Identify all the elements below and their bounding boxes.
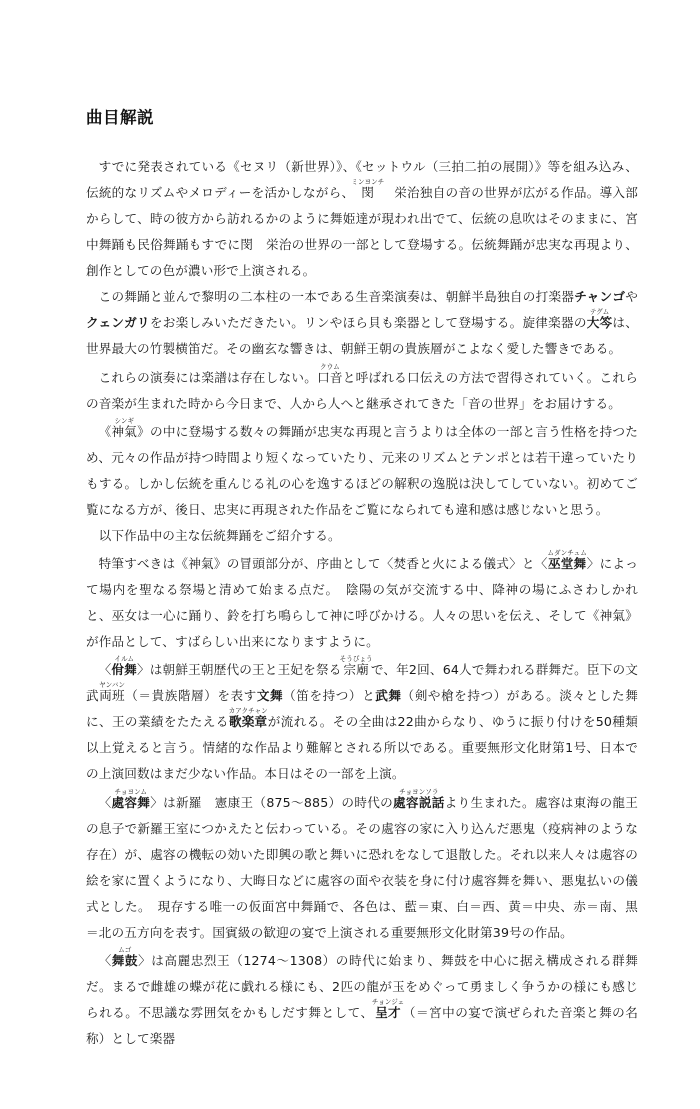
paragraph-9: 〈舞鼓ムゴ〉は高麗忠烈王（1274〜1308）の時代に始まり、舞鼓を中心に据え構成される群舞だ。まるで雌雄の蝶が花に戯れる様にも、2匹の龍が玉をめぐって勇ましく争うかの様にも感じられる。不思議な雰囲気をかもしだす舞として、呈才チョンジェ（＝宮中の宴で演ぜられた音楽と舞の名称）として楽器 [86,945,639,1047]
paragraph-8: 〈處容舞チョヨンム〉は新羅 憲康王（875〜885）の時代の處容説話チョヨンソラより生まれた。處容は東海の龍王の息子で新羅王室につかえたと伝わっている。その處容の家に入り込んだ悪鬼（疫病神のような存在）が、處容の機転の効いた即興の歌と舞いに恐れをなして退散した。それ以来人々は處容の絵を家に置くようになり、大晦日などに處容の面や衣装を身に付け處容舞を舞い、悪鬼払いの儀式とした。 現存する唯一の仮面宮中舞踊で、各色は、藍＝東、白＝西、黄＝中央、赤＝南、黒＝北の五方向を表す。国賓級の歓迎の宴で上演される重要無形文化財第39号の作品。 [86,787,639,940]
ruby-kaakchan: 歌楽章カアクチャン [228,707,268,730]
ruby-sobyo: 宗廟そうびょう [339,655,373,678]
ruby-chonje: 呈才チョンジェ [371,998,405,1020]
paragraph-6: 特筆すべきは《神氣》の冒頭部分が、序曲として〈焚香と火による儀式〉と〈巫堂舞ムダンチュム〉によって場内を聖なる祭場と清めて始まる点だ。 陰陽の気が交流する中、降神の場にふさわしかれと、巫女は一心に踊り、鈴を打ち鳴らして神に呼びかける。人々の思いを伝え、そして《神氣》が作品として、すばらしい出来になりますように。 [86,548,638,650]
paragraph-7: 〈佾舞イルム〉は朝鮮王朝歴代の王と王妃を祭る宗廟そうびょうで、年2回、64人で舞われる群舞だ。臣下の文武両班ヤンバン（＝貴族階層）を表す文舞（笛を持つ）と武舞（剣や槍を持つ）がある。淡々とした舞に、王の業績をたたえる歌楽章カアクチャンが流れる。その全曲は22曲からなり、ゆうに振り付けを50種類以上覚えると言う。情緒的な作品より難解とされる所以である。重要無形文化財第1号、日本での上演回数はまだ少ない作品。本日はその一部を上演。 [86,655,639,782]
paragraph-1: すでに発表されている《セヌリ（新世界）》、《セットウル（三拍二拍の展開）》等を組み込み、伝統的なリズムやメロディーを活かしながら、閔ミンヨンチ 栄治独自の音の世界が広がる作品。導入部からして、時の彼方から訪れるかのように舞姫達が現われ出でて、伝統の息吹はそのままに、宮中舞踊も民俗舞踊もすでに閔 栄治の世界の一部として登場する。伝統舞踊が忠実な再現より、創作としての色が濃い形で上演される。 [86,159,639,279]
ruby-kuum: 口音クウム [317,362,343,385]
ruby-singi: 神氣シンギ [111,416,138,439]
ruby-taegeum: 大笒テグム [586,308,613,331]
ruby-mudangchum: 巫堂舞ムダンチュム [547,548,587,571]
ruby-mugo: 舞鼓ムゴ [111,945,139,968]
page-title: 曲目解説 [86,108,154,127]
paragraph-2: この舞踊と並んで黎明の二本柱の一本である生音楽演奏は、朝鮮半島独自の打楽器チャンゴやクェンガリをお楽しみいただきたい。リンやほら貝も楽器として登場する。旋律楽器の大笒テグムは、世界最大の竹製横笛だ。その幽玄な響きは、朝鮮王朝の貴族層がこよなく愛した響きである。 [86,289,638,357]
ruby-choyongsora: 處容説話チョヨンソラ [393,787,445,810]
document-body [86,154,638,1052]
paragraph-4: 《神氣シンギ》の中に登場する数々の舞踊が忠実な再現と言うよりは全体の一部と言う性格を持つため、元々の作品が持つ時間より短くなっていたり、元来のリズムとテンポとは若干違っていたりもする。しかし伝統を重んじる礼の心を逸するほどの解釈の逸脱は決してしていない。初めてご覧になる方が、後日、忠実に再現された作品をご覧になられても違和感は感じないと思う。 [86,416,638,517]
ruby-min: 閔ミンヨンチ [351,178,385,201]
ruby-choyongmu: 處容舞チョヨンム [111,787,151,810]
ruby-yangban: 両班ヤンバン [99,681,125,704]
paragraph-3: これらの演奏には楽譜は存在しない。口音クウムと呼ばれる口伝えの方法で習得されていく。これらの音楽が生まれた時から今日まで、人から人へと継承されてきた「音の世界」をお届けする。 [86,362,638,411]
paragraph-5: 以下作品中の主な伝統舞踊をご紹介する。 [98,527,341,543]
ruby-ilmu: 佾舞イルム [111,655,137,678]
